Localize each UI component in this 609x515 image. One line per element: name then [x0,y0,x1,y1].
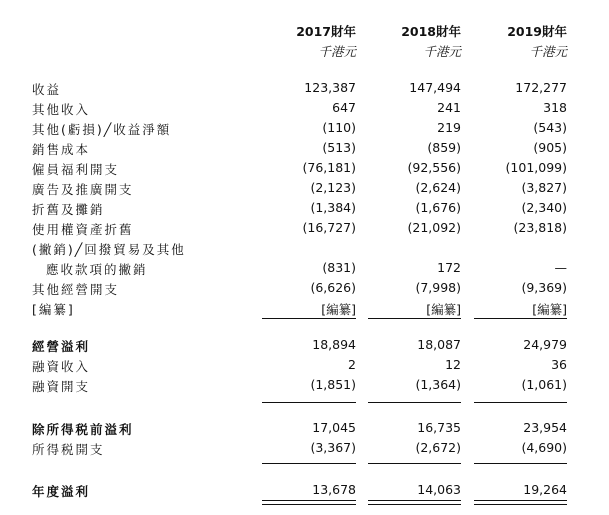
value-2019: — [554,260,567,275]
value-2017: (110) [322,120,356,135]
value-2018: 219 [437,120,461,135]
value-2017: [編纂] [321,302,356,317]
row-label: [編纂] [32,302,75,317]
row-label: 年度溢利 [32,484,91,499]
row-employee-benefits [0,160,609,176]
column-header-2019: 2019財年 [507,24,567,39]
row-cost-of-sales [0,140,609,156]
subtotal-rule [368,318,461,319]
value-2019: (905) [533,140,567,155]
value-2018: (859) [427,140,461,155]
column-header-2017: 2017財年 [296,24,356,39]
row-finance-income [0,357,609,373]
subtotal-rule [262,463,356,464]
value-2017: (2,123) [310,180,356,195]
value-2018: 12 [445,357,461,372]
value-2018: 16,735 [417,420,461,435]
subtotal-rule [262,318,356,319]
row-label: 收益 [32,82,62,97]
value-2018: 18,087 [417,337,461,352]
value-2018: 241 [437,100,461,115]
value-2017: 18,894 [312,337,356,352]
value-2017: (76,181) [302,160,356,175]
value-2018: [編纂] [426,302,461,317]
column-unit-2018: 千港元 [423,44,461,59]
value-2019: 24,979 [523,337,567,352]
value-2019: (2,340) [521,200,567,215]
row-other-operating-expenses [0,280,609,296]
value-2018: (2,624) [415,180,461,195]
value-2019: 36 [551,357,567,372]
row-label: 所得税開支 [32,442,105,457]
row-label: 折舊及攤銷 [32,202,105,217]
subtotal-rule [474,318,567,319]
row-label: 僱員福利開支 [32,162,120,177]
value-2018: 14,063 [417,482,461,497]
row-label: 使用權資產折舊 [32,222,134,237]
value-2019: (4,690) [521,440,567,455]
total-double-rule [368,500,461,505]
value-2017: 2 [348,357,356,372]
subtotal-rule [474,402,567,403]
value-2017: (6,626) [310,280,356,295]
value-2018: 147,494 [409,80,461,95]
subtotal-rule [368,402,461,403]
value-2018: (7,998) [415,280,461,295]
value-2019: [編纂] [532,302,567,317]
value-2017: 123,387 [304,80,356,95]
value-2017: (1,384) [310,200,356,215]
value-2019: 23,954 [523,420,567,435]
row-operating-profit [0,337,609,353]
row-other-income [0,100,609,116]
row-label: 廣告及推廣開支 [32,182,134,197]
row-income-tax [0,440,609,456]
value-2017: 17,045 [312,420,356,435]
row-label: 其他收入 [32,102,91,117]
value-2019: 318 [543,100,567,115]
subtotal-rule [474,463,567,464]
row-redacted [0,300,609,316]
value-2019: 19,264 [523,482,567,497]
row-label: 其他經營開支 [32,282,120,297]
value-2017: 13,678 [312,482,356,497]
value-2017: (831) [322,260,356,275]
row-revenue [0,80,609,96]
value-2017: (1,851) [310,377,356,392]
value-2018: 172 [437,260,461,275]
row-finance-costs [0,377,609,393]
row-label: 經營溢利 [32,339,91,354]
value-2019: (101,099) [505,160,567,175]
value-2017: (513) [322,140,356,155]
total-double-rule [474,500,567,505]
value-2018: (1,676) [415,200,461,215]
column-header-2018: 2018財年 [401,24,461,39]
value-2019: (9,369) [521,280,567,295]
row-profit-before-tax [0,420,609,436]
row-profit-for-year [0,482,609,498]
subtotal-rule [262,402,356,403]
column-unit-2017: 千港元 [318,44,356,59]
row-right-of-use-depreciation [0,220,609,236]
value-2019: (1,061) [521,377,567,392]
value-2019: (3,827) [521,180,567,195]
value-2019: (543) [533,120,567,135]
row-write-off-line1 [0,240,609,256]
row-label: 除所得税前溢利 [32,422,134,437]
value-2018: (1,364) [415,377,461,392]
row-label: 其他(虧損)╱收益淨額 [32,122,172,137]
row-label: (撇銷)╱回撥貿易及其他 [32,242,186,257]
row-depreciation-amortisation [0,200,609,216]
value-2017: (3,367) [310,440,356,455]
subtotal-rule [368,463,461,464]
value-2019: (23,818) [513,220,567,235]
value-2018: (2,672) [415,440,461,455]
row-label: 應收款項的撇銷 [46,262,148,277]
row-label: 銷售成本 [32,142,91,157]
column-unit-2019: 千港元 [529,44,567,59]
row-other-gains-losses [0,120,609,136]
row-write-off-line2 [0,260,609,276]
row-label: 融資開支 [32,379,91,394]
total-double-rule [262,500,356,505]
value-2018: (92,556) [407,160,461,175]
value-2017: 647 [332,100,356,115]
row-label: 融資收入 [32,359,91,374]
value-2019: 172,277 [515,80,567,95]
row-advertising [0,180,609,196]
value-2018: (21,092) [407,220,461,235]
value-2017: (16,727) [302,220,356,235]
